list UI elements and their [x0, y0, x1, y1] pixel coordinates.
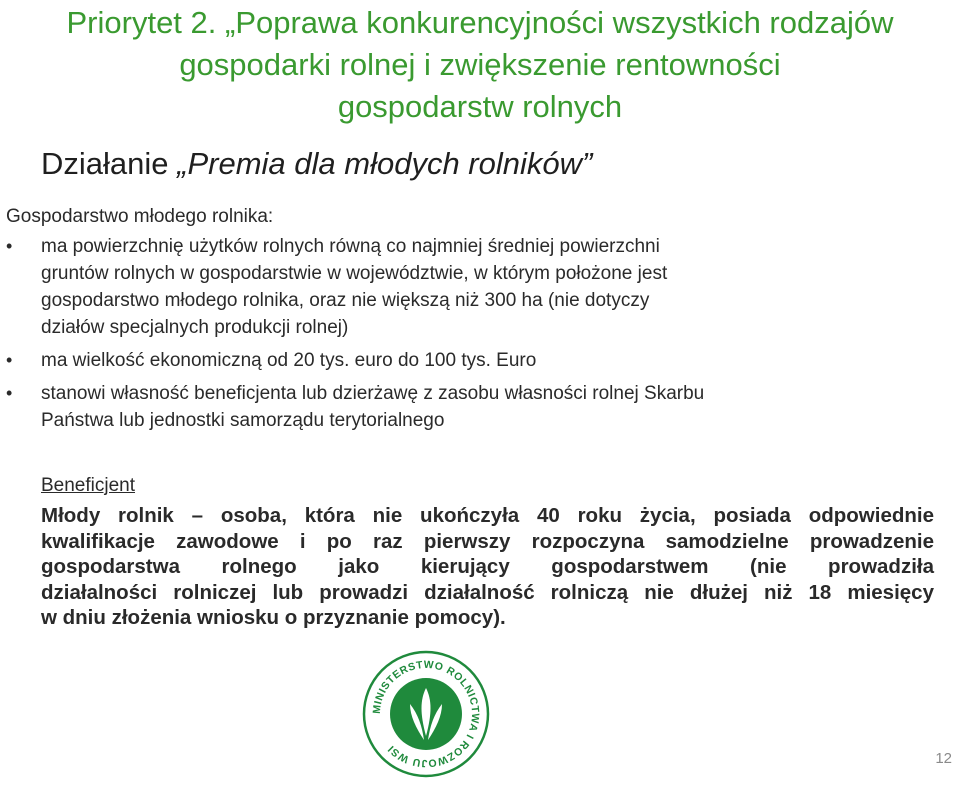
beneficiary-definition: [41, 503, 934, 631]
bullet-icon: •: [6, 350, 13, 370]
page-number: 12: [935, 750, 952, 767]
criteria-item: [0, 347, 960, 374]
slide-title: [10, 2, 950, 128]
slide-title-line-1: Priorytet 2. „Poprawa konkurencyjności wszystkich rodzajów: [66, 5, 894, 40]
bullet-icon: •: [6, 383, 13, 403]
criteria-line: ma wielkość ekonomiczną od 20 tys. euro do 100 tys. Euro: [41, 350, 537, 371]
criteria-item-text: [41, 233, 941, 341]
criteria-line: gruntów rolnych w gospodarstwie w województwie, w którym położone jest: [41, 263, 668, 284]
action-name: „Premia dla młodych rolników”: [177, 146, 593, 181]
beneficiary-line: działalności rolniczej lub prowadzi działalność rolniczą nie dłużej niż 18 miesięcy: [41, 580, 934, 604]
criteria-item-text: [41, 380, 941, 434]
beneficiary-line: gospodarstwa rolnego jako kierujący gospodarstwem (nie prowadziła: [41, 555, 934, 578]
action-prefix: Działanie: [41, 146, 169, 181]
seal-text: MINISTERSTWO ROLNICTWA I ROZWOJU WSI: [370, 658, 482, 770]
criteria-line: stanowi własność beneficjenta lub dzierżawę z zasobu własności rolnej Skarbu: [41, 383, 705, 404]
criteria-line: Państwa lub jednostki samorządu terytorialnego: [41, 410, 445, 431]
beneficiary-line: Młody rolnik – osoba, która nie ukończyła 40 roku życia, posiada odpowiednie: [41, 504, 934, 527]
farm-criteria-heading: Gospodarstwo młodego rolnika:: [6, 206, 274, 227]
bullet-icon: •: [6, 236, 13, 256]
ministry-logo: [360, 648, 492, 780]
criteria-list: [0, 233, 960, 440]
criteria-line: gospodarstwo młodego rolnika, oraz nie większą niż 300 ha (nie dotyczy: [41, 290, 650, 311]
criteria-item-text: [41, 347, 941, 374]
action-heading: [41, 145, 592, 183]
slide-title-line-3: gospodarstw rolnych: [337, 89, 623, 124]
criteria-line: ma powierzchnię użytków rolnych równą co najmniej średniej powierzchni: [41, 236, 660, 257]
criteria-line: działów specjalnych produkcji rolnej): [41, 317, 349, 338]
beneficiary-line: w dniu złożenia wniosku o przyznanie pomocy).: [41, 606, 506, 629]
ministry-seal-icon: [360, 648, 492, 780]
beneficiary-line: kwalifikacje zawodowe i po raz pierwszy rozpoczyna samodzielne prowadzenie: [41, 529, 934, 553]
criteria-item: [0, 233, 960, 341]
criteria-item: [0, 380, 960, 434]
slide-title-line-2: gospodarki rolnej i zwiększenie rentowności: [179, 47, 781, 82]
beneficiary-label: Beneficjent: [41, 475, 136, 496]
